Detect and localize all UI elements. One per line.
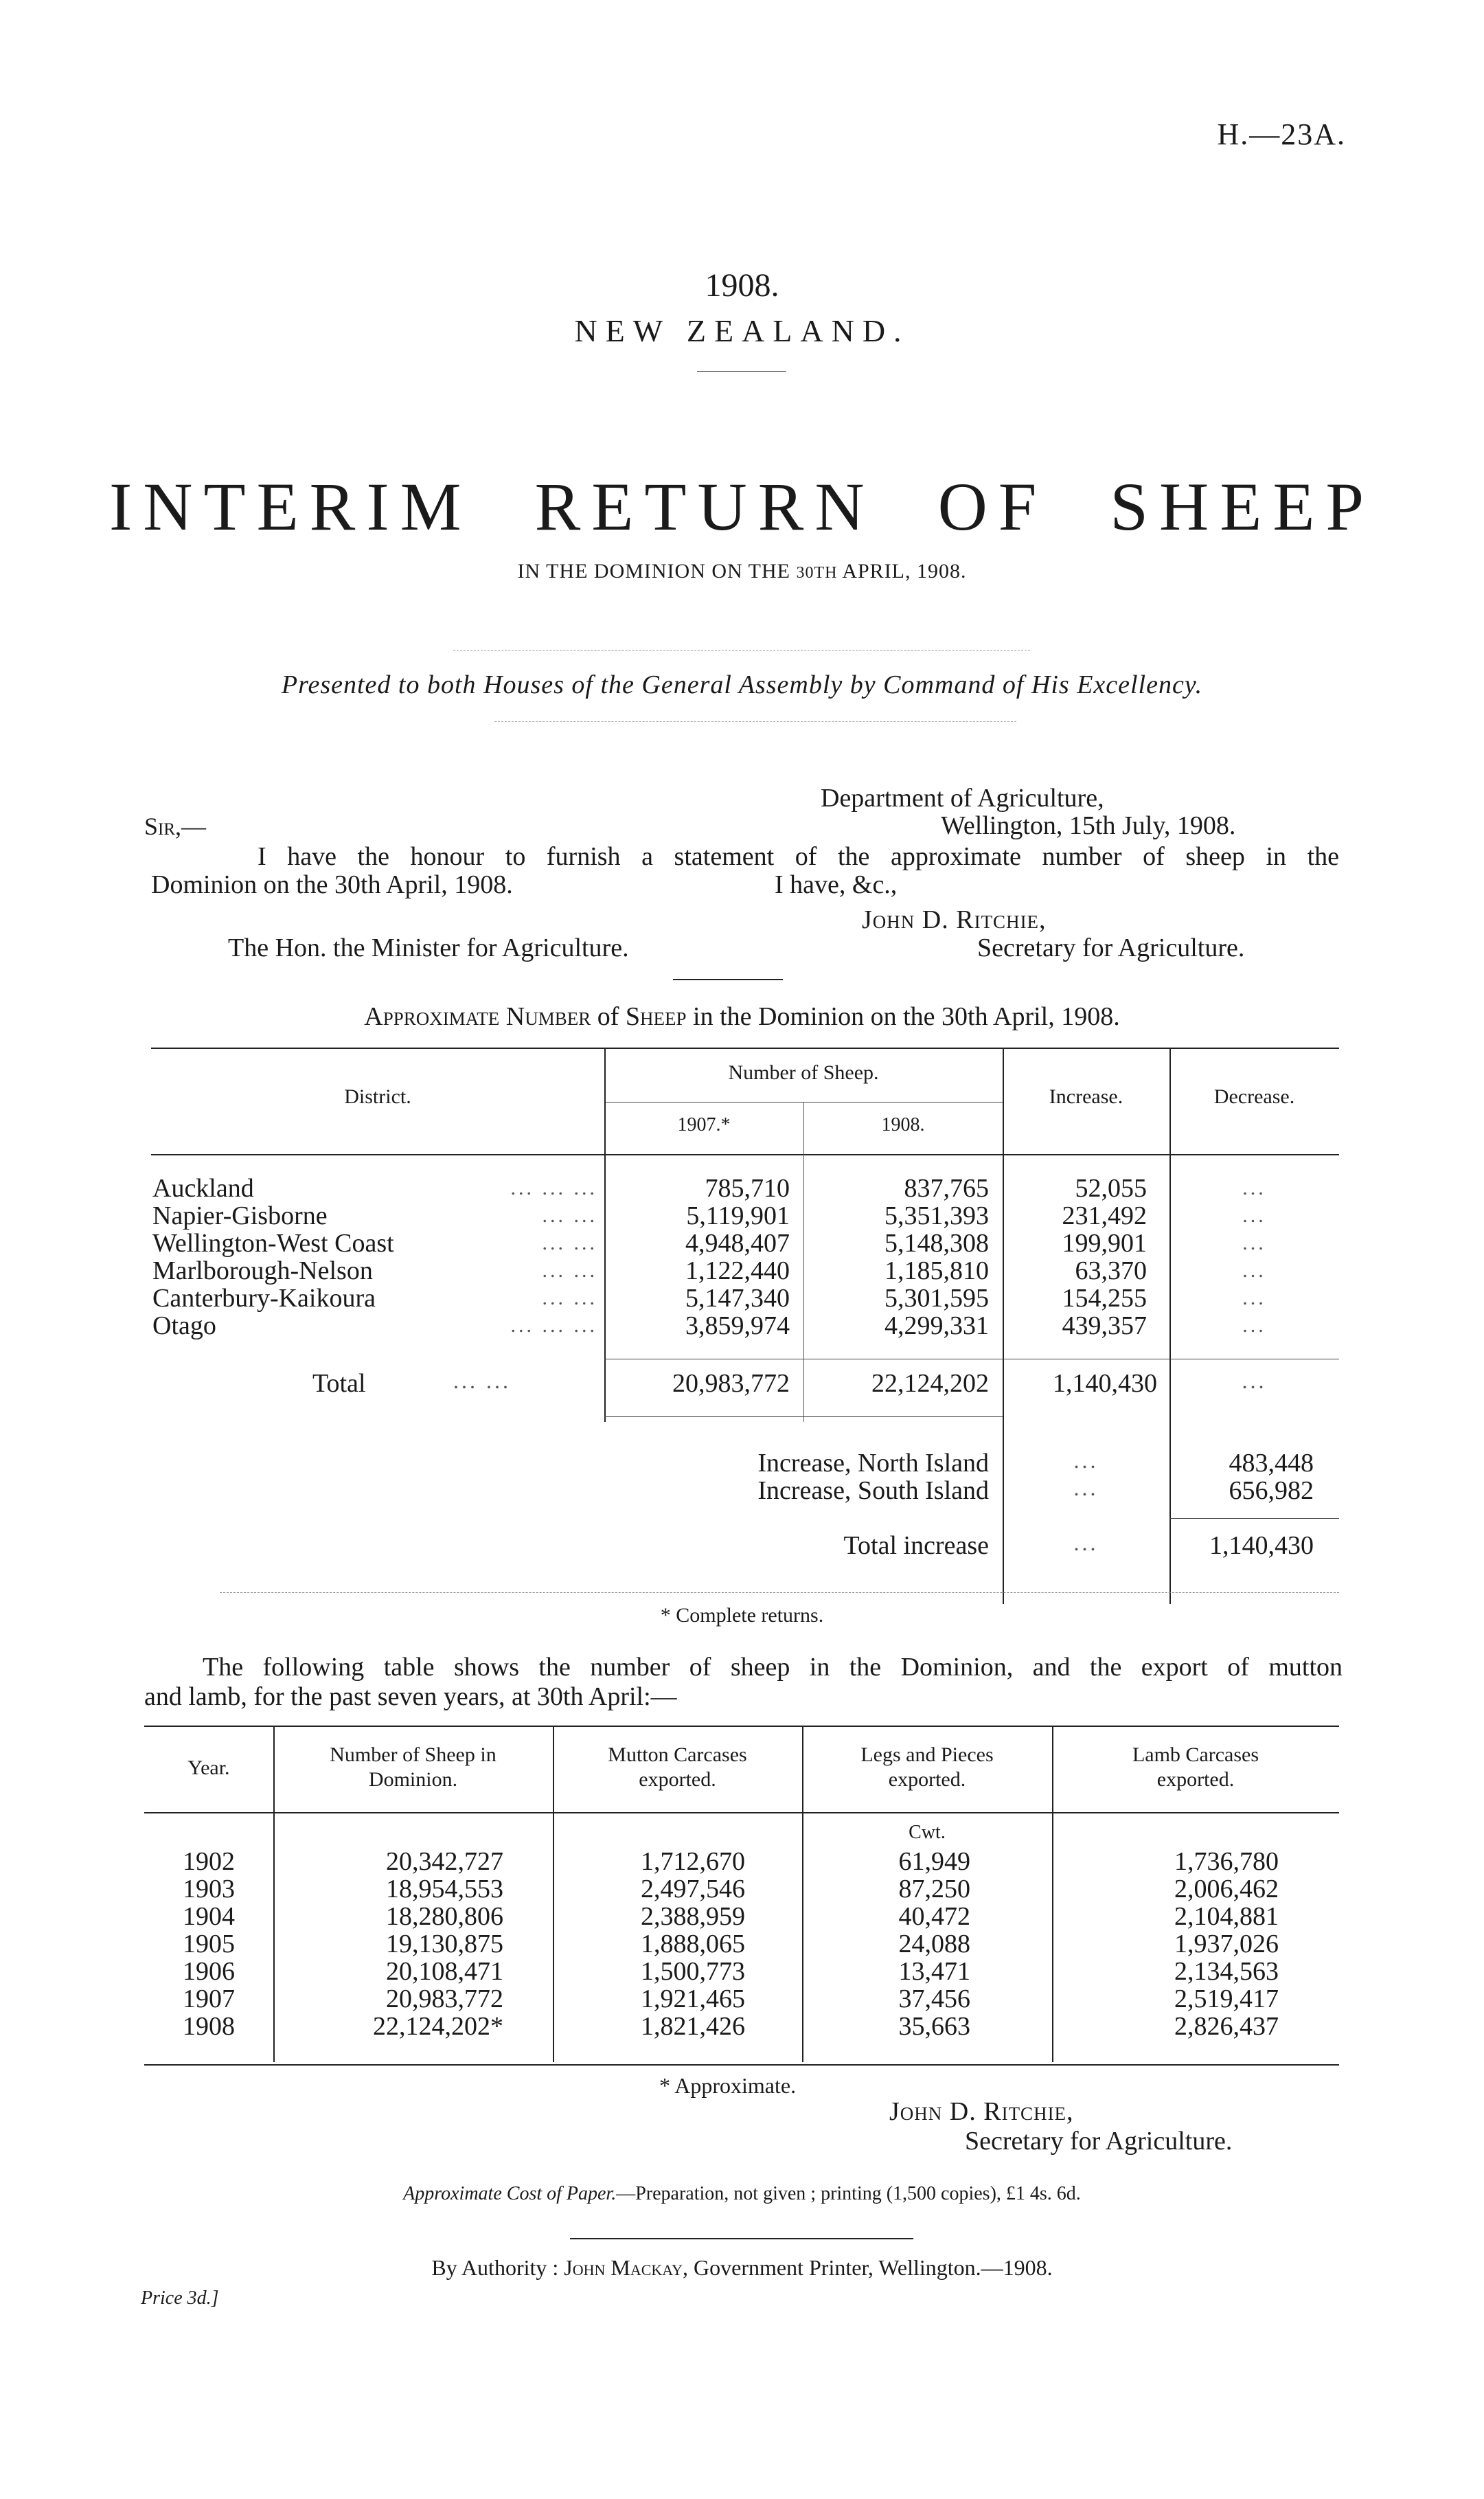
sheep-1908: 5,148,308 [884,1229,989,1258]
table1-bottom-rule [220,1592,1339,1593]
caption-part-a: Approximate Number [364,1002,591,1031]
table2-footnote: * Approximate. [659,2073,797,2098]
para-line-1: The following table shows the number of sheep in the Dominion, and the export of mutton [203,1653,1343,1682]
district-name: Wellington-West Coast [152,1229,394,1258]
document-year: 1908. [705,267,779,304]
sheep-value: 18,280,806 [386,1902,503,1931]
subtitle-post: APRIL, 1908. [837,560,967,583]
increase-south-label: Increase, South Island [757,1476,989,1505]
lamb-value: 2,519,417 [1174,1984,1279,2013]
para-line-2: and lamb, for the past seven years, at 30th April:— [144,1682,677,1711]
table2-top-rule [144,1726,1339,1727]
sheep-value: 20,983,772 [386,1984,503,2013]
legs-value: 24,088 [898,1930,970,1958]
legs-value: 87,250 [898,1875,970,1903]
table1-header-rule [151,1154,1339,1155]
table2-bottom-rule [144,2064,1339,2066]
sheep-1907: 1,122,440 [685,1256,790,1285]
cost-text: —Preparation, not given ; printing (1,500 copies), £1 4s. 6d. [616,2183,1081,2204]
lamb-value: 2,006,462 [1174,1875,1279,1903]
sheep-1907: 785,710 [705,1174,790,1203]
title-divider [697,371,786,372]
caption-part-b: of [591,1002,626,1031]
mutton-value: 2,388,959 [641,1902,745,1931]
mutton-value: 1,921,465 [641,1984,745,2013]
district-leader: ... ... [542,1232,597,1254]
imprint-line [0,2255,1484,2281]
year-value: 1907 [183,1984,235,2013]
district-leader: ... ... [542,1287,597,1309]
decrease-value: ... [1242,1177,1266,1199]
table1-total-increase: 1,140,430 [1053,1369,1157,1398]
sheep-value: 18,954,553 [386,1875,503,1903]
legs-value: 37,456 [898,1984,970,2013]
mutton-value: 1,500,773 [641,1957,745,1986]
imprint-rule [570,2238,913,2239]
increase-south-dots: ... [1073,1475,1099,1500]
lamb-value: 2,104,881 [1174,1902,1279,1931]
sheep-1908: 837,765 [904,1174,989,1203]
table1-total-1907: 20,983,772 [672,1369,790,1398]
sheep-1908: 5,301,595 [884,1284,989,1313]
district-leader: ... ... ... [510,1177,597,1199]
decrease-value: ... [1242,1259,1266,1282]
district-name: Auckland [152,1174,254,1203]
decrease-value: ... [1242,1204,1266,1227]
legs-value: 13,471 [898,1957,970,1986]
sheep-value: 20,342,727 [386,1847,503,1876]
subtitle-pre: IN THE DOMINION ON THE [517,560,797,583]
table2-header-mutton-1: Mutton Carcases [608,1743,747,1766]
increase-value: 199,901 [1062,1229,1147,1258]
total-increase-label: Total increase [843,1531,989,1560]
year-value: 1902 [183,1847,235,1876]
table1-header-increase: Increase. [1049,1085,1123,1108]
letter-closing: I have, &c., [775,870,898,899]
letter-signatory: John D. Ritchie, [862,905,1047,934]
signoff-name: John D. Ritchie, [889,2097,1074,2126]
salutation-text: Sir,— [144,813,207,840]
sheep-1908: 5,351,393 [884,1201,989,1230]
imprint-printer: John Mackay [564,2255,683,2280]
lamb-value: 1,736,780 [1174,1847,1279,1876]
lamb-value: 2,134,563 [1174,1957,1279,1986]
letter-divider [673,979,783,980]
increase-south-value: 656,982 [1229,1476,1314,1505]
price-note: Price 3d.] [141,2287,219,2309]
district-leader: ... ... ... [510,1314,597,1337]
increase-north-label: Increase, North Island [757,1449,989,1478]
decrease-value: ... [1242,1232,1266,1254]
caption-part-d: in the Dominion on the 30th April, 1908. [686,1002,1120,1031]
year-value: 1904 [183,1902,235,1931]
lamb-value: 2,826,437 [1174,2012,1279,2041]
legs-value: 61,949 [898,1847,970,1876]
table2-unit-legs: Cwt. [909,1822,946,1843]
table1-header-number: Number of Sheep. [728,1061,879,1084]
district-name: Marlborough-Nelson [152,1256,373,1285]
table1-header-decrease: Decrease. [1213,1085,1295,1108]
document-country: NEW ZEALAND. [574,313,910,348]
year-value: 1906 [183,1957,235,1986]
sheep-1908: 1,185,810 [884,1256,989,1285]
presented-rule-bottom [494,721,1016,722]
table2-header-lamb-1: Lamb Carcases [1132,1743,1259,1766]
table1-caption [0,1002,1484,1032]
sheep-value: 19,130,875 [386,1930,503,1958]
sheep-value: 20,108,471 [386,1957,503,1986]
letter-position: Secretary for Agriculture. [977,934,1245,962]
table1-total-1908: 22,124,202 [871,1369,989,1398]
total-increase-value: 1,140,430 [1209,1531,1314,1560]
presented-line: Presented to both Houses of the General Assembly by Command of His Excellency. [281,670,1203,699]
year-value: 1908 [183,2012,235,2041]
mutton-value: 1,888,065 [641,1930,745,1958]
table1-total-decrease: ... [1242,1368,1267,1393]
cost-line [0,2183,1484,2205]
decrease-value: ... [1242,1287,1266,1309]
dept-line-2: Wellington, 15th July, 1908. [941,811,1236,840]
document-subtitle [0,560,1484,583]
district-leader: ... ... [542,1259,597,1282]
mutton-value: 2,497,546 [641,1875,745,1903]
imprint-pre: By Authority : [431,2255,564,2280]
increase-north-dots: ... [1073,1448,1099,1473]
table1-footnote: * Complete returns. [660,1604,824,1627]
increase-north-value: 483,448 [1229,1449,1314,1478]
table2-header-lamb-2: exported. [1156,1768,1235,1791]
sheep-1907: 3,859,974 [685,1311,790,1340]
table1-total-rule-bottom [604,1416,1003,1417]
document-title: INTERIM RETURN OF SHEEP [109,468,1375,545]
increase-value: 63,370 [1075,1256,1147,1285]
increase-value: 154,255 [1062,1284,1147,1313]
table2-header-sheep-1: Number of Sheep in [330,1743,496,1766]
legs-value: 35,663 [898,2012,970,2041]
total-increase-dots: ... [1073,1530,1099,1555]
cost-label: Approximate Cost of Paper. [403,2183,617,2204]
table2-header-sheep-2: Dominion. [368,1768,458,1791]
sheep-1907: 5,119,901 [686,1201,790,1230]
district-name: Napier-Gisborne [152,1201,328,1230]
subtitle-day: 30TH [796,564,838,582]
table1-total-leader: ... ... [453,1368,511,1393]
table1-header-1908: 1908. [881,1114,925,1135]
table2-header-rule [144,1812,1339,1813]
district-name: Canterbury-Kaikoura [152,1284,376,1313]
total-increase-rule [1169,1518,1339,1519]
letter-body-1: I have the honour to furnish a statement of the approximate number of sheep in the [258,842,1339,871]
table2-header-mutton-2: exported. [639,1768,716,1791]
year-value: 1903 [183,1875,235,1903]
increase-value: 439,357 [1062,1311,1147,1340]
mutton-value: 1,821,426 [641,2012,745,2041]
dept-line-1: Department of Agriculture, [821,784,1104,813]
table1-header-district: District. [344,1085,411,1108]
lamb-value: 1,937,026 [1174,1930,1279,1958]
sheep-1907: 4,948,407 [685,1229,790,1258]
letter-body-2: Dominion on the 30th April, 1908. [151,870,513,899]
signoff-position: Secretary for Agriculture. [965,2127,1233,2156]
caption-part-c: Sheep [625,1002,687,1031]
table1-top-rule [151,1048,1339,1049]
increase-value: 231,492 [1062,1201,1147,1230]
page-reference: H.—23A. [1217,117,1346,151]
presented-rule-top [453,650,1030,651]
imprint-post: , Government Printer, Wellington.—1908. [683,2255,1053,2280]
letter-addressee: The Hon. the Minister for Agriculture. [228,934,629,962]
salutation [144,812,206,841]
increase-value: 52,055 [1075,1174,1147,1203]
table2-header-year: Year. [187,1756,230,1779]
table1-header-1907: 1907.* [677,1114,731,1135]
legs-value: 40,472 [898,1902,970,1931]
table1-total-label: Total [312,1369,366,1398]
sheep-1908: 4,299,331 [884,1311,989,1340]
table2-header-legs-1: Legs and Pieces [860,1743,994,1766]
year-value: 1905 [183,1930,235,1958]
decrease-value: ... [1242,1314,1266,1337]
sheep-value: 22,124,202* [373,2012,503,2041]
district-name: Otago [152,1311,216,1340]
table2-header-legs-2: exported. [888,1768,966,1791]
district-leader: ... ... [542,1204,597,1227]
sheep-1907: 5,147,340 [685,1284,790,1313]
mutton-value: 1,712,670 [641,1847,745,1876]
